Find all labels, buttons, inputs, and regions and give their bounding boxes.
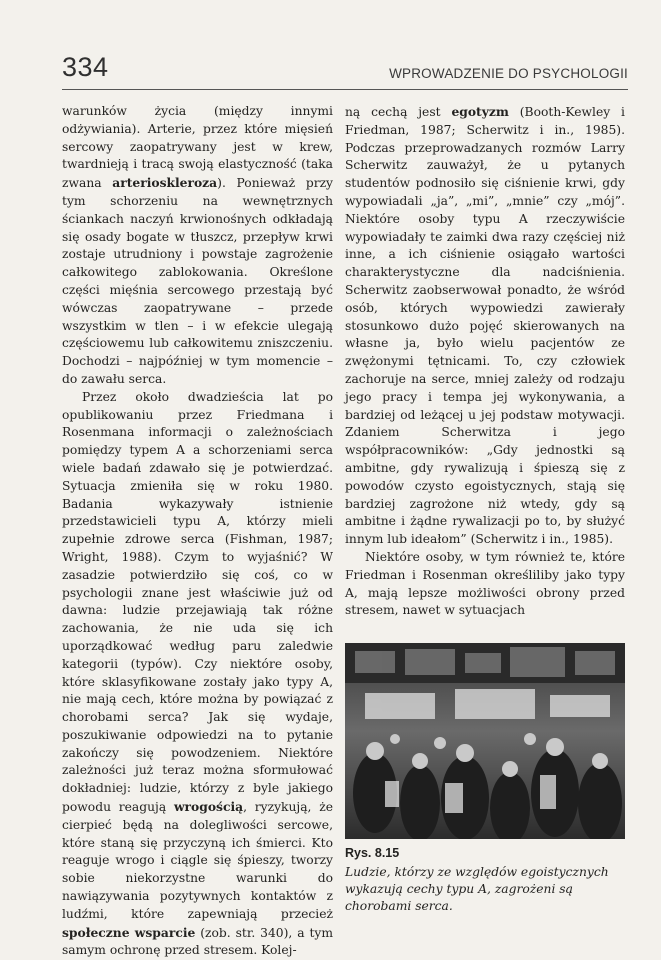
header-rule [62, 89, 628, 90]
term-spoleczne-wsparcie: społeczne wsparcie [62, 924, 196, 940]
term-arterioskleroza: arterioskleroza [112, 175, 218, 191]
term-wrogosc: wrogością [173, 799, 244, 815]
term-egotyzm: egotyzm [451, 104, 509, 119]
left-paragraph-2: Przez około dwadzieścia lat po opublikowaniu przez Friedmana i Rosenmana informacji o zależnościach pomiędzy typem A a schorzeniami serca wiele badań zdawało się je potwierdzać. Sytuacja zmieniła się w roku 1980. Badania wykazywały istnienie przedstawicieli typu A, którzy mieli zupełnie zdrowe serca (Fishman, 1987; Wright, 1988). Czym to wyjaśnić? W zasadzie potwierdziło się coś, co w psychologii znane jest właściwie już od dawna: ludzie przejawiają tak różne zachowania, że nie uda się ich uporządkować według paru zaledwie kategorii (typów). Czy niektóre osoby, które sklasyfikowane zostały jako typy A, nie mają cech, które można by powiązać z chorobami serca? Jak się wydaje, poszukiwanie odpowiedzi na to pytanie zakończy się powodzeniem. Niektóre zależności już teraz można sformułować dokładniej: ludzie, którzy z byle jakiego powodu reagują wrogością, ryzykują, że cierpieć będą na dolegliwości sercowe, które staną się przyczyną ich śmierci. Kto reaguje wrogo i ciągle się śpieszy, tworzy sobie niekorzystne warunki do nawiązywania pozytywnych kontaktów z ludźmi, które zapewniają przecież społeczne wsparcie (zob. str. 340), a tym samym ochronę przed stresem. Kolej- [62, 389, 333, 958]
figure-caption: Ludzie, którzy ze względów egoistycznych wykazują cechy typu A, zagrożeni są chorobami serca. [345, 865, 609, 913]
left-column [62, 103, 333, 960]
right-column [345, 103, 625, 620]
figure-label: Rys. 8.15 [345, 846, 400, 860]
page-number: 334 [62, 52, 109, 82]
running-head: WPROWADZENIE DO PSYCHOLOGII [389, 66, 628, 81]
right-paragraph-1: ną cechą jest egotyzm (Booth-Kewley i Friedman, 1987; Scherwitz i in., 1985). Podczas przeprowadzanych rozmów Larry Scherwitz zauważył, że u pytanych studentów podnosiło się ciśnienie krwi, gdy wypowiadali „ja”, „mi”, „mnie” czy „mój”. Niektóre osoby typu A rzeczywiście wypowiadały te zaimki dwa razy częściej niż inne, a ich ciśnienie osiągało wartości charakterystyczne dla nadciśnienia. Scherwitz zaobserwował ponadto, że wśród osób, których wypowiedzi zawierały stosunkowo dużo pojęć skierowanych na własne ja, było wielu pacjentów ze zwężonymi tętnicami. To, czy człowiek zachoruje na serce, mniej zależy od rodzaju jego pracy i tempa jej wykonywania, a bardziej od leżącej u jej podstaw motywacji. Zdaniem Scherwitza i jego współpracowników: „Gdy jednostki są ambitne, gdy rywalizują i śpieszą się z powodów czysto egoistycznych, stają się bardziej zagrożone niż wtedy, gdy są ambitne i żądne rywalizacji po to, by służyć innym lub ideałom” (Scherwitz i in., 1985). [345, 104, 625, 547]
left-paragraph-1: warunków życia (między innymi odżywiania). Arterie, przez które mięsień sercowy zaopatrywany jest w krew, twardnieją i tracą swoją elastyczność (taka zwana arterioskleroza). Ponieważ przy tym schorzeniu na wewnętrznych ściankach naczyń krwionośnych odkładają się osady bogate w tłuszcz, przepływ krwi zostaje utrudniony i powstaje zagrożenie całkowitego zablokowania. Określone części mięśnia sercowego przestają być wówczas zaopatrywane – przede wszystkim w tlen – i w efekcie ulegają częściowemu lub całkowitemu zniszczeniu. Dochodzi – najpóźniej w tym momencie – do zawału serca. [62, 104, 333, 386]
right-paragraph-2: Niektóre osoby, w tym również te, które Friedman i Rosenman określiliby jako typy A, mają lepsze możliwości obrony przed stresem, nawet w sytuacjach [345, 549, 625, 618]
stock-exchange-photo [345, 643, 625, 839]
